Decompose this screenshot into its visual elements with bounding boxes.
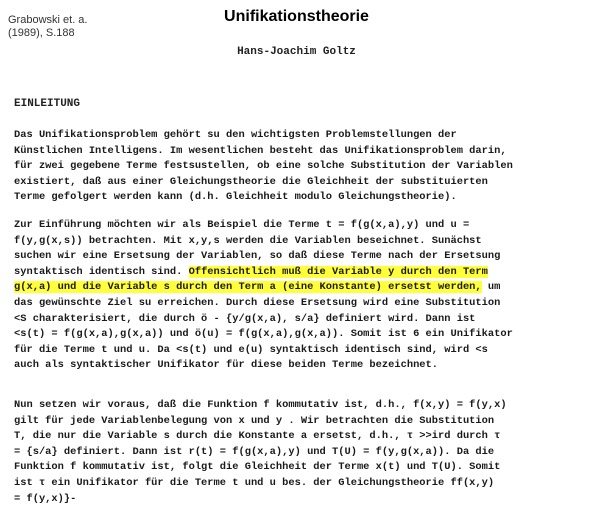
text-line: gilt für jede Variablenbelegung von x und y . Wir betrachten die Substitution [14,414,495,427]
text-line: auch als syntaktischer Unifikator für diese beiden Terme bezeichnet. [14,359,439,372]
text-line: T, die nur die Variable s durch die Konstante a ersetst, d.h., τ >>ird durch τ [14,430,501,443]
text-line: Künstlichen Intelligens. Im wesentlichen besteht das Unifikationsproblem darin, [14,144,507,157]
paragraph-3 [14,398,588,507]
document-title: Unifikationstheorie [224,8,369,25]
text-line: Das Unifikationsproblem gehört su den wichtigsten Problemstellungen der [14,129,457,141]
text-line: <S charakterisiert, die durch ö - {y/g(x,a), s/a} definiert wird. Dann ist [14,312,476,325]
text-line: = {s/a} definiert. Dann ist r(t) = f(g(x,a),y) und T(U) = f(y,g(x,a)). Da die [14,445,495,458]
text-line: Nun setzen wir voraus, daß die Funktion f kommutativ ist, d.h., f(x,y) = f(y,x) [14,399,507,411]
text-line: ist τ ein Unifikator für die Terme t und u bes. der Gleichungstheorie ff(x,y) [14,476,495,489]
text-line: für zwei gegebene Terme festsustellen, ob eine solche Substitution der Variablen [14,160,513,173]
section-heading: EINLEITUNG [14,98,81,110]
citation-line: (1989), S.188 [8,27,75,39]
text-line: <s(t) = f(g(x,a),g(x,a)) und ö(u) = f(g(x,a),g(x,a)). Somit ist 6 ein Unifikator [14,328,513,341]
text-segment: syntaktisch identisch sind. [14,265,189,278]
text-line: für die Terme t und u. Da <s(t) und e(u) syntaktisch identisch sind, wird <s [14,343,488,356]
text-segment: um [481,281,501,294]
text-line: suchen wir eine Ersetsung der Variablen, so daß diese Terme nach der Ersetsung [14,250,501,263]
paragraph-1 [14,128,588,206]
text-line: Funktion f kommutativ ist, folgt die Gleichheit der Terme x(t) und T(U). Somit [14,461,501,474]
text-line: f(y,g(x,s)) betrachten. Mit x,y,s werden die Variablen beseichnet. Sunächst [14,234,482,247]
author-name: Hans-Joachim Goltz [237,46,356,58]
text-line [14,280,588,296]
text-line: = f(y,x)}- [14,492,77,505]
citation-line: Grabowski et. a. [8,14,88,26]
paragraph-2 [14,218,588,374]
highlighted-text: Offensichtlich muß die Variable y durch den Term [188,265,488,278]
highlighted-text: g(x,a) und die Variable s durch den Term a (eine Konstante) ersetst werden, [14,281,482,294]
text-line: das gewünschte Ziel su erreichen. Durch diese Ersetsung wird eine Substitution [14,296,501,309]
text-line: existiert, daß aus einer Gleichungstheorie die Gleichheit der substituierten [14,175,488,188]
text-line: Zur Einführung möchten wir als Beispiel die Terme t = f(g(x,a),y) und u = [14,219,470,231]
text-line: Terme gefolgert werden kann (d.h. Gleichheit modulo Gleichungstheorie). [14,191,457,204]
text-line [14,265,588,281]
